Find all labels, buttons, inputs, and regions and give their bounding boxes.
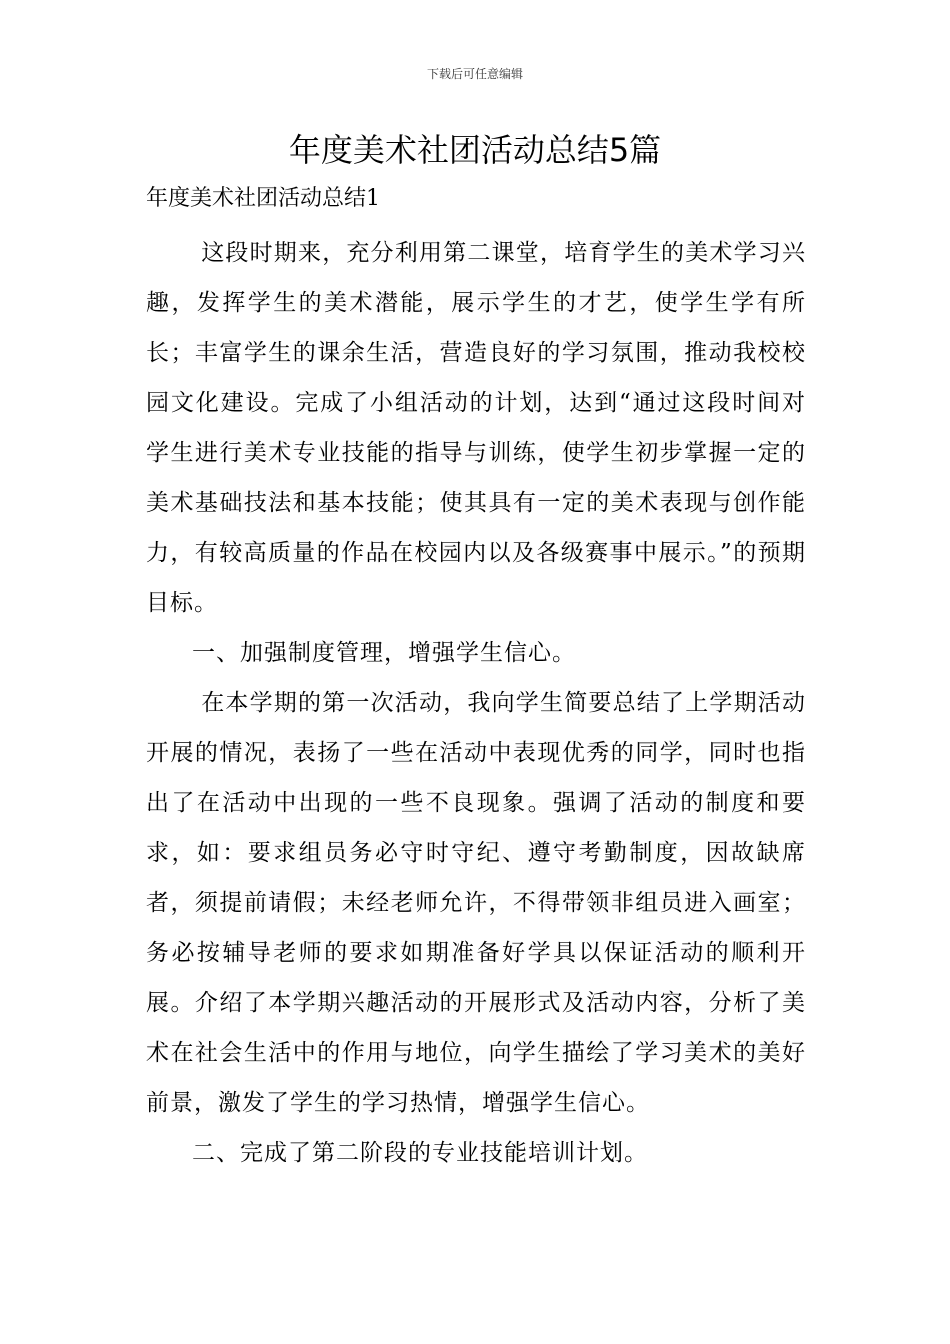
subheading-two: 二、完成了第二阶段的专业技能培训计划。 xyxy=(192,1140,648,1166)
page-header-note: 下载后可任意编辑 xyxy=(426,67,523,81)
document-title: 年度美术社团活动总结5篇 xyxy=(288,131,662,169)
paragraph-first-activity: 在本学期的第一次活动，我向学生简要总结了上学期活动开展的情况，表扬了一些在活动中表现优秀的同学，同时也指出了在活动中出现的一些不良现象。强调了活动的制度和要求，如：要求组员务必守时守纪、遵守考勤制度，因故缺席者，须提前请假；未经老师允许，不得带领非组员进入画室；务必按辅导老师的要求如期准备好学具以保证活动的顺利开展。介绍了本学期兴趣活动的开展形式及活动内容，分析了美术在社会生活中的作用与地位，向学生描绘了学习美术的美好前景，激发了学生的学习热情，增强学生信心。 xyxy=(146,690,806,1116)
subheading-one: 一、加强制度管理，增强学生信心。 xyxy=(192,640,576,666)
document-body xyxy=(146,228,806,1178)
paragraph-intro: 这段时期来，充分利用第二课堂，培育学生的美术学习兴趣，发挥学生的美术潜能，展示学生的才艺，使学生学有所长；丰富学生的课余生活，营造良好的学习氛围，推动我校校园文化建设。完成了小组活动的计划，达到“通过这段时间对学生进行美术专业技能的指导与训练，使学生初步掌握一定的美术基础技法和基本技能；使其具有一定的美术表现与创作能力，有较高质量的作品在校园内以及各级赛事中展示。”的预期目标。 xyxy=(146,240,806,616)
section-heading: 年度美术社团活动总结1 xyxy=(146,186,380,211)
